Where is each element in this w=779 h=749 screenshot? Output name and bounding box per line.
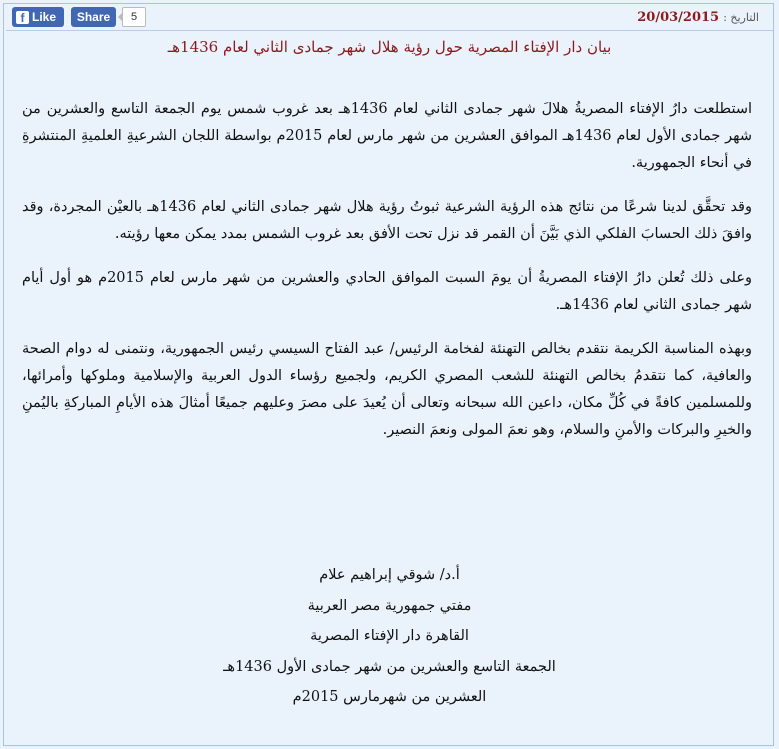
signatory-name: أ.د/ شوقي إبراهيم علام [319,567,460,583]
date-value: 20/03/2015 [637,10,720,25]
paragraph: وبهذه المناسبة الكريمة نتقدم بخالص التهنئة لفخامة الرئيس/ عبد الفتاح السيسي رئيس الجمهورية، ونتمنى له دوام الصحة والعافية، كما نتقدمُ بخالص التهنئة للشعب المصري الكريم، ولجميع رؤساء الدول العربية والإسلامية وملوكها وأمرائها، وللمسلمين كافةً في كُلِّ مكان، داعين الله سبحانه وتعالى أن يُعيدَ على مصرَ وعليهم جميعًا أمثالَ هذه الأيامِ المباركةِ باليُمنِ والخيرِ والبركات والأمنِ والسلام، وهو نعمَ المولى ونعمَ النصير. [22,341,752,438]
signature-place: القاهرة دار الإفتاء المصرية [310,628,469,644]
date-display [637,10,759,25]
paragraph: استطلعت دارُ الإفتاء المصريةُ هلالَ شهر جمادى الثاني لعام 1436هـ بعد غروب شمس يوم الجمعة التاسع والعشرين من شهر جمادى الأول لعام 1436هـ الموافق العشرين من شهر مارس لعام 2015م بواسطة اللجان الشرعيةِ العلميةِ المنتشرةِ في أنحاء الجمهورية. [22,101,752,171]
paragraph: وعلى ذلك تُعلن دارُ الإفتاء المصريةُ أن يومَ السبت الموافق الحادي والعشرين من شهر مارس لعام 2015م هو أول أيام شهر جمادى الثاني لعام 1436هـ. [22,270,752,313]
date-label: التاريخ : [723,11,759,24]
signature-hijri-date: الجمعة التاسع والعشرين من شهر جمادى الأول 1436هـ [223,658,556,675]
signature-gregorian-date: العشرين من شهرمارس 2015م [292,689,487,705]
article-body [22,96,752,461]
paragraph: وقد تحقَّق لدينا شرعًا من نتائج هذه الرؤية الشرعية ثبوتُ رؤية هلال شهر جمادى الثاني لعام 1436هـ بالعيْن المجردة، وقد وافقَ ذلك الحسابَ الفلكي الذي بَيَّنَ أن القمر قد نزل تحت الأفق بعد غروب الشمس بمدد يمكن معها رؤيته. [22,199,752,242]
signature-block [0,560,779,713]
facebook-share-button[interactable]: Share [71,7,116,27]
article-title: بيان دار الإفتاء المصرية حول رؤية هلال شهر جمادى الثاني لعام 1436هـ [167,38,612,56]
top-bar [6,4,773,31]
facebook-like-button[interactable] [12,7,64,27]
like-label: Like [32,10,57,24]
facebook-icon: f [16,11,29,24]
share-count-badge: 5 [122,7,146,27]
signatory-title: مفتي جمهورية مصر العربية [307,597,472,614]
